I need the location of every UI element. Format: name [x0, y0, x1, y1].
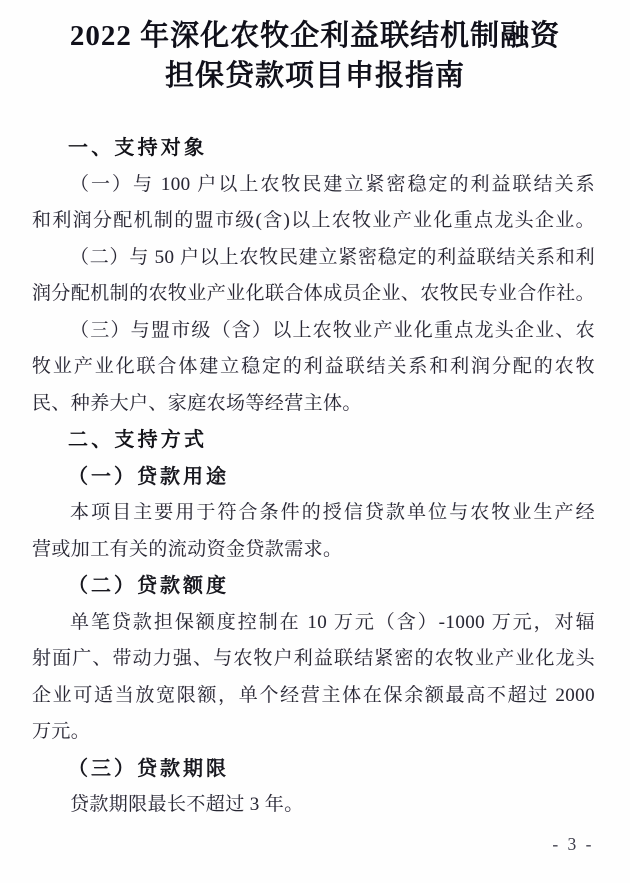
- document-body: [32, 130, 595, 824]
- paragraph-line: 润分配机制的农牧业产业化联合体成员企业、农牧民专业合作社。: [32, 283, 595, 304]
- paragraph-line: 企业可适当放宽限额，单个经营主体在保余额最高不超过 2000: [32, 684, 595, 706]
- section-heading-support-targets: 一、支持对象: [68, 137, 208, 159]
- paragraph-line: （三）与盟市级（含）以上农牧业产业化重点龙头企业、农: [70, 319, 595, 341]
- paragraph-line: 射面广、带动力强、与农牧户利益联结紧密的农牧业产业化龙头: [32, 648, 595, 669]
- paragraph-line: 单笔贷款担保额度控制在 10 万元（含）-1000 万元，对辐: [70, 611, 595, 633]
- paragraph-line: 民、种养大户、家庭农场等经营主体。: [32, 392, 362, 414]
- document-title: [0, 0, 630, 96]
- sub-heading-loan-quota: （二）贷款额度: [68, 575, 229, 597]
- paragraph-line: 万元。: [32, 721, 91, 742]
- document-title-line-2: 担保贷款项目申报指南: [164, 60, 465, 92]
- sub-heading-loan-purpose: （一）贷款用途: [68, 465, 229, 488]
- paragraph-line: （二）与 50 户以上农牧民建立紧密稳定的利益联结关系和利: [70, 246, 595, 268]
- paragraph-line: 营或加工有关的流动资金贷款需求。: [32, 538, 343, 560]
- paragraph-line: 牧业产业化联合体建立稳定的利益联结关系和利润分配的农牧: [32, 356, 595, 377]
- paragraph-line: 和利润分配机制的盟市级(含)以上农牧业产业化重点龙头企业。: [32, 210, 595, 231]
- page-number: - 3 -: [552, 833, 594, 854]
- sub-heading-loan-term: （三）贷款期限: [68, 757, 229, 780]
- paragraph-line: （一）与 100 户以上农牧民建立紧密稳定的利益联结关系: [70, 173, 595, 195]
- paragraph-line: 本项目主要用于符合条件的授信贷款单位与农牧业生产经: [70, 502, 595, 523]
- document-title-line-1: 2022 年深化农牧企利益联结机制融资: [69, 20, 561, 52]
- paragraph-line: 贷款期限最长不超过 3 年。: [70, 794, 304, 815]
- section-heading-support-methods: 二、支持方式: [68, 429, 208, 451]
